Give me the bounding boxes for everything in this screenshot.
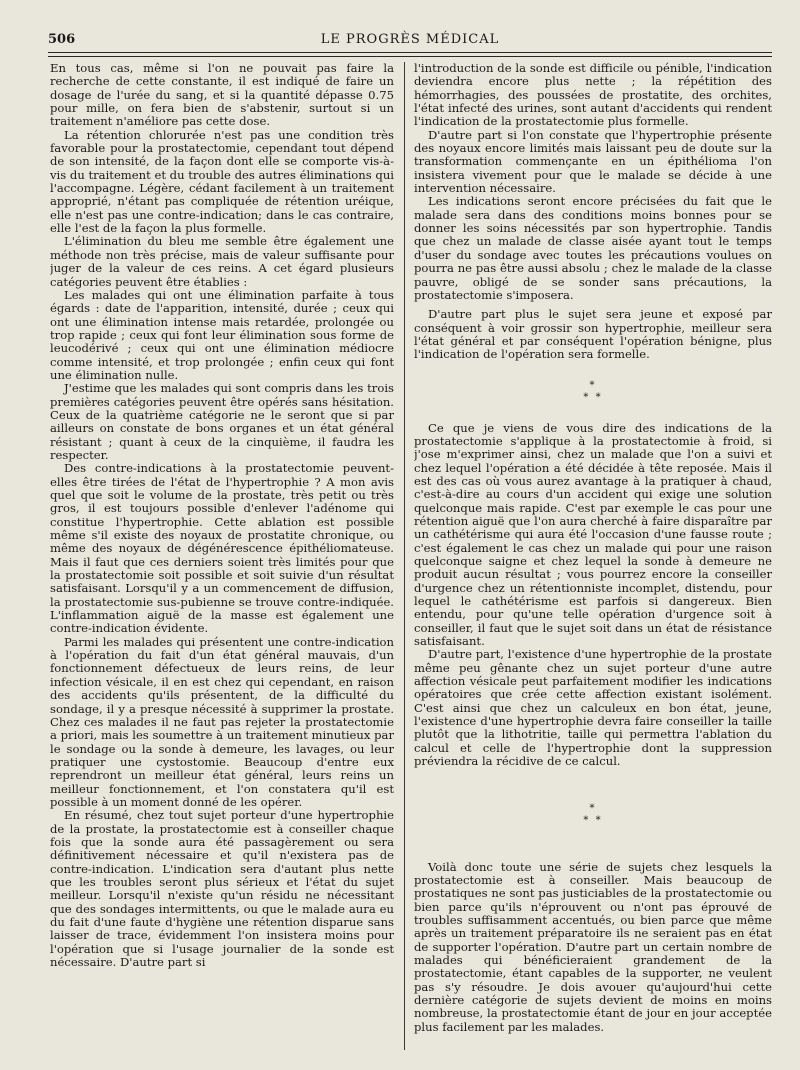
- paragraph: Les indications seront encore précisées du fait que le malade sera dans des conditions moins bonnes pour se donner les soins nécessités par son hypertrophie. Tandis que chez un malade de classe aisée ayant tout le temps d'user du sondage avec toutes les précautions voulues on pourra ne pas être aussi absolu ; chez le malade de la classe pauvre, obligé de se sonder sans précautions, la prostatectomie s'imposera.: [414, 194, 772, 302]
- paragraph: Ce que je viens de vous dire des indications de la prostatectomie s'applique à la prostatectomie à froid, si j'ose m'exprimer ainsi, chez un malade que l'on a suivi et chez lequel l'opération a été décidée à tête reposée. Mais il est des cas où vous aurez avantage à la pratiquer à chaud, c'est-à-dire au cours d'un accident qui exige une solution quelconque mais rapide. C'est par exemple le cas pour une rétention aiguë que l'on aura cherché à faire disparaître par un cathétérisme qui aura été l'occasion d'une fausse route ; c'est également le cas chez un malade qui pour une raison quelconque saigne et chez lequel la sonde à demeure ne produit aucun résultat ; vous pourrez encore la conseiller d'urgence chez un rétentionniste incomplet, distendu, pour lequel le cathétérisme est parfois si dangereux. Bien entendu, pour qu'une telle opération d'urgence soit à conseiller, il faut que le sujet soit dans un état de résistance satisfaisant.: [414, 420, 772, 649]
- header-rule: [48, 52, 772, 53]
- paragraph: Des contre-indications à la prostatectomie peuvent-elles être tirées de l'état de l'hypertrophie ? A mon avis quel que soit le volume de la prostate, très petit ou très gros, il est toujours possible d'enlever l'adénome qui constitue l'hypertrophie. Cette ablation est possible même s'il existe des noyaux de prostatite chronique, ou même des noyaux de dégénérescence épithéliomateuse. Mais il faut que ces derniers soient très limités pour que la prostatectomie soit possible et soit suivie d'un résultat satisfaisant. Lorsqu'il y a un commencement de diffusion, la prostatectomie sus-pubienne se trouve contre-indiquée. L'inflammation aiguë de la masse est également une contre-indication évidente.: [50, 461, 394, 636]
- paragraph: D'autre part si l'on constate que l'hypertrophie présente des noyaux encore limités mais laissant peu de doute sur la transformation commençante en un épithélioma l'on insistera vivement pour que le malade se décide à une intervention nécessaire.: [414, 127, 772, 196]
- left-column: [50, 62, 394, 1058]
- section-separator: * * *: [583, 802, 603, 826]
- section-separator: * * *: [583, 379, 603, 403]
- journal-title: LE PROGRÈS MÉDICAL: [320, 31, 500, 47]
- right-column: [414, 62, 772, 1058]
- paragraph: Les malades qui ont une élimination parfaite à tous égards : date de l'apparition, intensité, durée ; ceux qui ont une élimination intense mais retardée, prolongée ou trop rapide ; ceux qui font leur élimination sous forme de leucodérivé ; ceux qui ont une élimination médiocre comme intensité, et trop prolongée ; enfin ceux qui font une élimination nulle.: [50, 287, 394, 382]
- page-header: [48, 30, 772, 48]
- paragraph: La rétention chlorurée n'est pas une condition très favorable pour la prostatectomie, cependant tout dépend de son intensité, de la façon dont elle se comporte vis-à-vis du traitement et du trouble des autres éliminations qui l'accompagne. Légère, cédant facilement à un traitement approprié, n'étant pas compliquée de rétention uréique, elle n'est pas une contre-indication; dans le cas contraire, elle l'est de la façon la plus formelle.: [50, 127, 394, 236]
- paragraph: J'estime que les malades qui sont compris dans les trois premières catégories peuvent être opérés sans hésitation. Ceux de la quatrième catégorie ne le seront que si par ailleurs on constate de bons organes et un état général résistant ; quant à ceux de la cinquième, il faudra les respecter.: [50, 381, 394, 462]
- paragraph: D'autre part plus le sujet sera jeune et exposé par conséquent à voir grossir son hypertrophie, meilleur sera l'état général et par conséquent l'opération bénigne, plus l'indication de l'opération sera formelle.: [414, 307, 772, 362]
- paragraph: En tous cas, même si l'on ne pouvait pas faire la recherche de cette constante, il est indiqué de faire un dosage de l'urée du sang, et si la quantité dépasse 0.75 pour mille, on fera bien de s'abstenir, surtout si un traitement n'améliore pas cette dose.: [50, 62, 394, 129]
- paragraph: D'autre part, l'existence d'une hypertrophie de la prostate même peu gênante chez un sujet porteur d'une autre affection vésicale peut parfaitement modifier les indications opératoires que crée cette affection existant isolément. C'est ainsi que chez un calculeux en bon état, jeune, l'existence d'une hypertrophie devra faire conseiller la taille plutôt que la lithotritie, taille qui permettra l'ablation du calcul et celle de l'hypertrophie dont la suppression préviendra la récidive de ce calcul.: [414, 647, 772, 769]
- page-number: 506: [48, 31, 76, 47]
- paragraph: l'introduction de la sonde est difficile ou pénible, l'indication deviendra encore plus nette ; la répétition des hémorrhagies, des poussées de prostatite, des orchites, l'état infecté des urines, sont autant d'accidents qui rendent l'indication de la prostatectomie plus formelle.: [414, 62, 772, 129]
- paragraph: Voilà donc toute une série de sujets chez lesquels la prostatectomie est à conseiller. Mais beaucoup de prostatiques ne sont pas justiciables de la prostatectomie ou bien parce qu'ils n'éprouvent ou n'ont pas éprouvé de troubles suffisamment accentués, ou bien parce que même après un traitement préparatoire ils ne seraient pas en état de supporter l'opération. D'autre part un certain nombre de malades qui bénéficieraient grandement de la prostatectomie, étant capables de la supporter, ne veulent pas s'y résoudre. Je dois avouer qu'aujourd'hui cette dernière catégorie de sujets devient de moins en moins nombreuse, la prostatectomie étant de jour en jour acceptée plus facilement par les malades.: [414, 859, 772, 1034]
- column-divider: [404, 62, 405, 1050]
- paragraph: En résumé, chez tout sujet porteur d'une hypertrophie de la prostate, la prostatectomie est à conseiller chaque fois que la sonde aura été passagèrement ou sera définitivement nécessaire et qu'il n'existera pas de contre-indication. L'indication sera d'autant plus nette que les troubles seront plus sérieux et l'état du sujet meilleur. Lorsqu'il n'existe qu'un résidu ne nécessitant que des sondages intermittents, ou que le malade aura eu du fait d'une faute d'hygiène une rétention disparue sans laisser de trace, évidemment l'on insistera moins pour l'opération que si l'usage journalier de la sonde est nécessaire. D'autre part si: [50, 808, 394, 970]
- paragraph: L'élimination du bleu me semble être également une méthode non très précise, mais de valeur suffisante pour juger de la valeur de ces reins. A cet égard plusieurs catégories peuvent être établies :: [50, 234, 394, 289]
- header-rule-secondary: [48, 56, 772, 57]
- paragraph: Parmi les malades qui présentent une contre-indication à l'opération du fait d'un état général mauvais, d'un fonctionnement défectueux de leurs reins, de leur infection vésicale, il en est chez qui cependant, en raison des accidents qu'ils présentent, de la difficulté du sondage, il y a presque nécessité à supprimer la prostate. Chez ces malades il ne faut pas rejeter la prostatectomie a priori, mais les soumettre à un traitement minutieux par le sondage ou la sonde à demeure, les lavages, ou leur pratiquer une cystostomie. Beaucoup d'entre eux reprendront un meilleur état général, leurs reins un meilleur fonctionnement, et l'on constatera qu'il est possible à un moment donné de les opérer.: [50, 634, 394, 809]
